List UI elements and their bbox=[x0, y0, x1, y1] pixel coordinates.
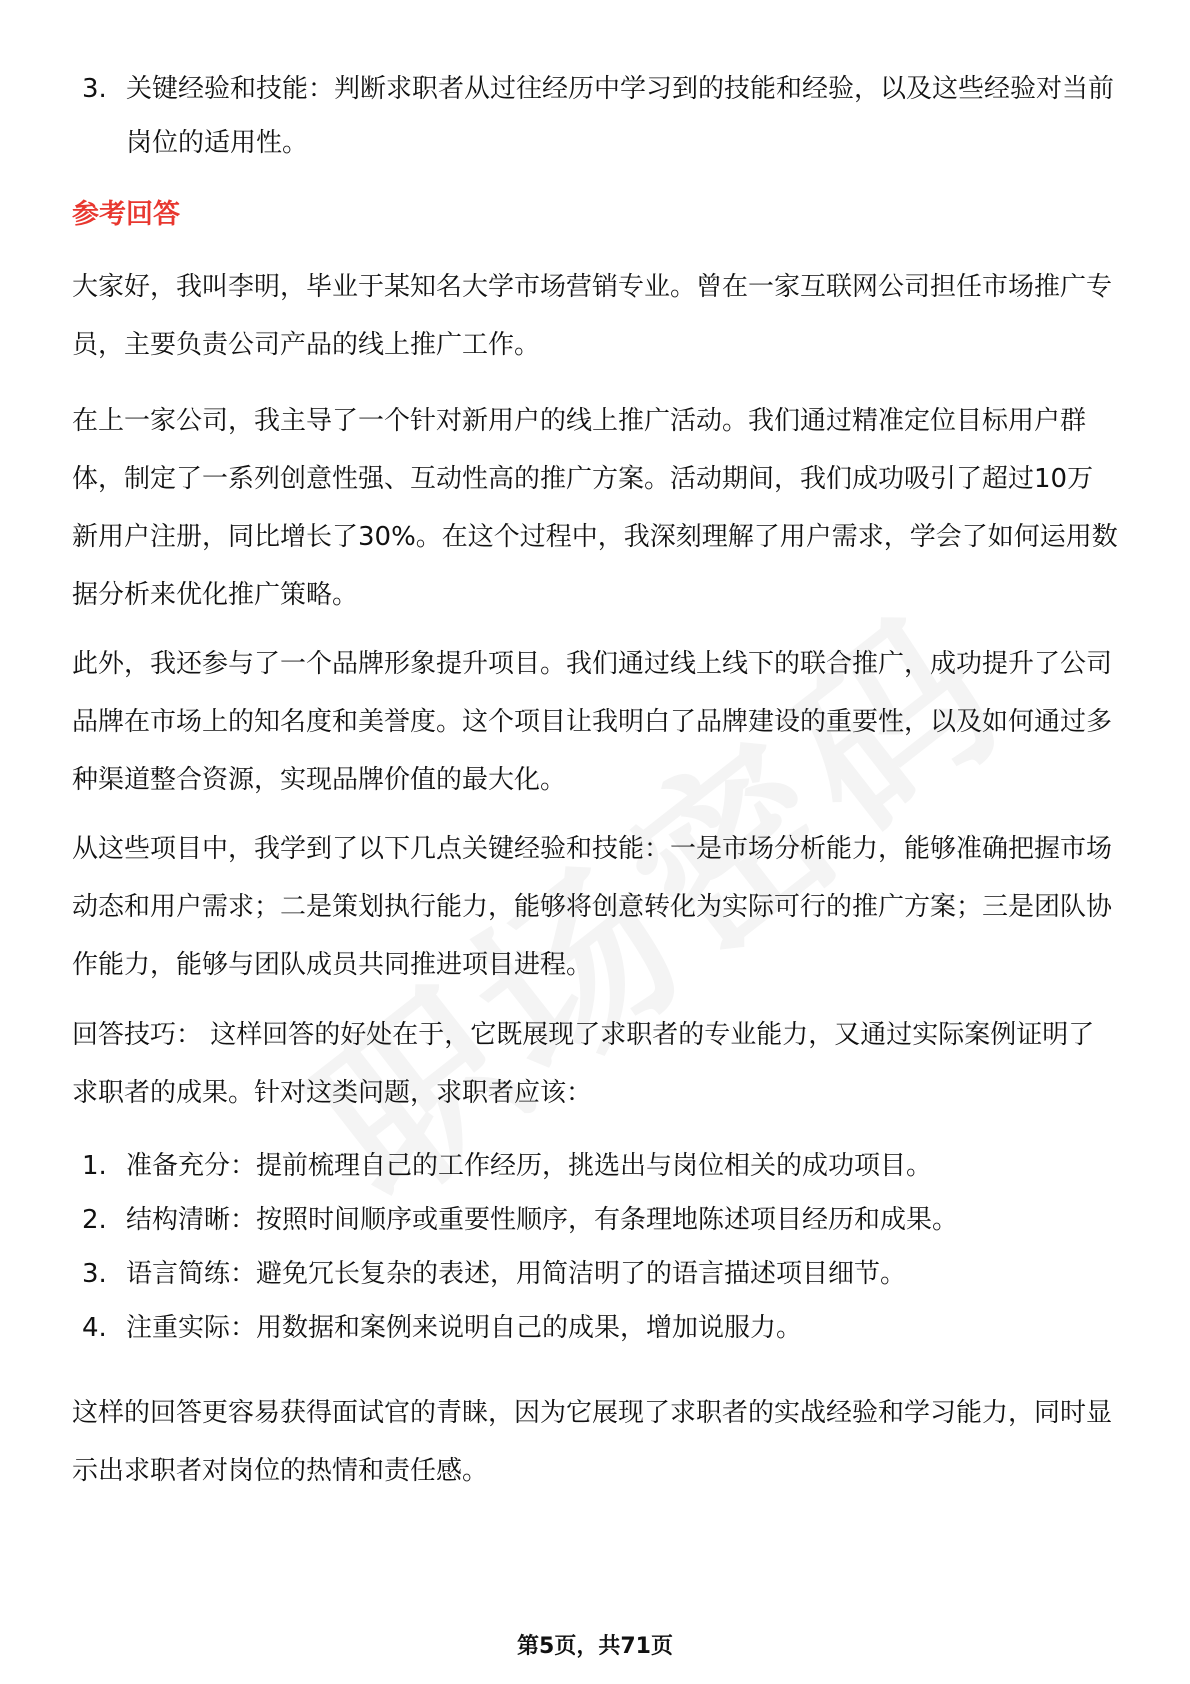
tips-list bbox=[82, 1139, 1118, 1355]
list-item-text: 注重实际：用数据和案例来说明自己的成果，增加说服力。 bbox=[126, 1313, 803, 1343]
list-item-text: 语言简练：避免冗长复杂的表述，用简洁明了的语言描述项目细节。 bbox=[126, 1259, 907, 1289]
list-item bbox=[82, 1139, 1118, 1193]
list-item-number: 3. bbox=[82, 1259, 107, 1289]
list-item bbox=[82, 62, 1118, 170]
answer-paragraph-skills: 从这些项目中，我学到了以下几点关键经验和技能：一是市场分析能力，能够准确把握市场动态和用户需求；二是策划执行能力，能够将创意转化为实际可行的推广方案；三是团队协作能力，能够与团队成员共同推进项目进程。 bbox=[72, 834, 1113, 980]
list-item bbox=[82, 1301, 1118, 1355]
list-item-text: 关键经验和技能：判断求职者从过往经历中学习到的技能和经验，以及这些经验对当前岗位的适用性。 bbox=[126, 74, 1115, 158]
list-item-text: 准备充分：提前梳理自己的工作经历，挑选出与岗位相关的成功项目。 bbox=[126, 1151, 933, 1181]
list-item-number: 4. bbox=[82, 1313, 107, 1343]
answer-heading: 参考回答 bbox=[72, 199, 180, 230]
list-item-number: 1. bbox=[82, 1151, 107, 1181]
answer-paragraph-brand: 此外，我还参与了一个品牌形象提升项目。我们通过线上线下的联合推广，成功提升了公司品牌在市场上的知名度和美誉度。这个项目让我明白了品牌建设的重要性，以及如何通过多种渠道整合资源，实现品牌价值的最大化。 bbox=[72, 649, 1113, 795]
page-number-footer: 第5页，共71页 bbox=[517, 1634, 673, 1659]
list-item-number: 2. bbox=[82, 1205, 107, 1235]
criteria-list bbox=[82, 62, 1118, 170]
tips-intro-paragraph: 回答技巧： 这样回答的好处在于，它既展现了求职者的专业能力，又通过实际案例证明了求职者的成果。针对这类问题，求职者应该： bbox=[72, 1020, 1095, 1108]
closing-paragraph: 这样的回答更容易获得面试官的青睐，因为它展现了求职者的实战经验和学习能力，同时显示出求职者对岗位的热情和责任感。 bbox=[72, 1398, 1113, 1486]
answer-paragraph-intro: 大家好，我叫李明，毕业于某知名大学市场营销专业。曾在一家互联网公司担任市场推广专员，主要负责公司产品的线上推广工作。 bbox=[72, 272, 1113, 360]
list-item-number: 3. bbox=[82, 74, 107, 104]
list-item bbox=[82, 1193, 1118, 1247]
list-item bbox=[82, 1247, 1118, 1301]
answer-paragraph-campaign: 在上一家公司，我主导了一个针对新用户的线上推广活动。我们通过精准定位目标用户群体，制定了一系列创意性强、互动性高的推广方案。活动期间，我们成功吸引了超过10万新用户注册，同比增长了30%。在这个过程中，我深刻理解了用户需求，学会了如何运用数据分析来优化推广策略。 bbox=[72, 406, 1118, 610]
list-item-text: 结构清晰：按照时间顺序或重要性顺序，有条理地陈述项目经历和成果。 bbox=[126, 1205, 959, 1235]
